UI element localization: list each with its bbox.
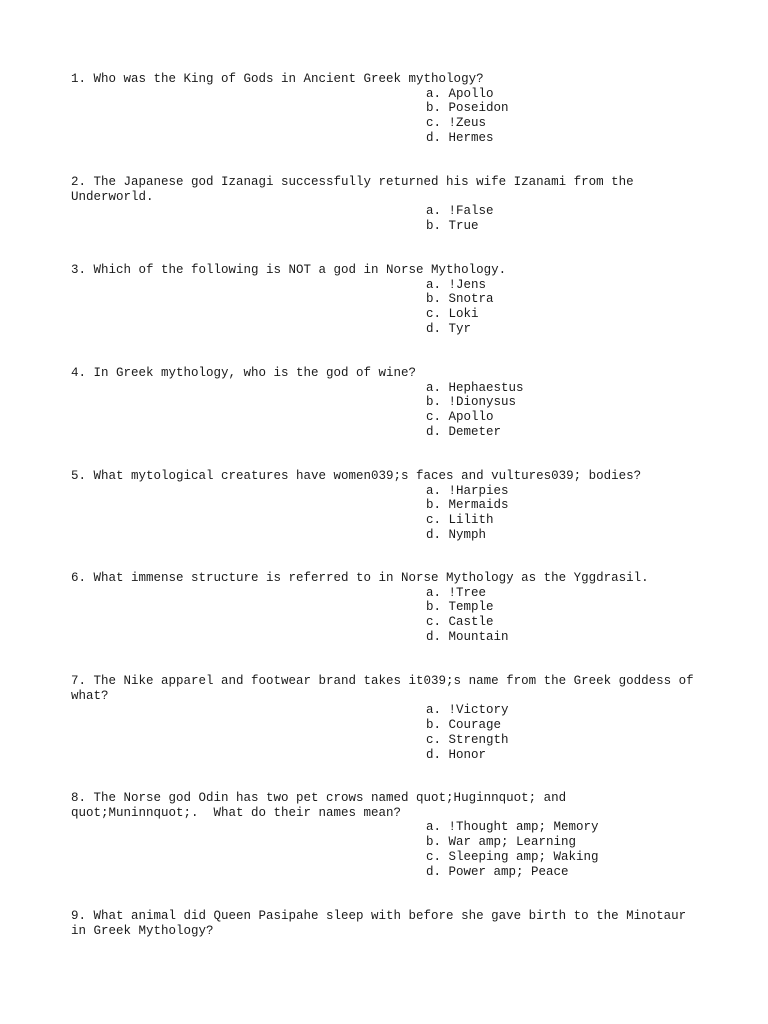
answer-option: c. Loki bbox=[426, 307, 479, 322]
answer-option: a. !Tree bbox=[426, 585, 487, 600]
question-5 bbox=[71, 469, 711, 543]
answer-option: c. Strength bbox=[426, 732, 509, 747]
answer-options bbox=[71, 703, 711, 762]
answer-option: b. Snotra bbox=[426, 292, 494, 307]
question-text: 5. What mytological creatures have women039;s faces and vultures039; bodies? bbox=[71, 469, 642, 483]
answer-option: d. Nymph bbox=[426, 527, 487, 542]
answer-options bbox=[71, 484, 711, 543]
answer-option: d. Honor bbox=[426, 747, 487, 762]
question-3 bbox=[71, 263, 711, 337]
question-7 bbox=[71, 674, 711, 762]
answer-option: b. Courage bbox=[426, 718, 502, 733]
answer-option: a. !Victory bbox=[426, 703, 509, 718]
answer-option: b. True bbox=[426, 219, 479, 234]
question-8 bbox=[71, 791, 711, 879]
answer-option: c. Castle bbox=[426, 615, 494, 630]
answer-option: b. Temple bbox=[426, 600, 494, 615]
answer-option: d. Demeter bbox=[426, 424, 502, 439]
question-6 bbox=[71, 571, 711, 645]
answer-options bbox=[71, 87, 711, 146]
question-text: 2. The Japanese god Izanagi successfully returned his wife Izanami from the Underworld. bbox=[71, 175, 634, 204]
answer-option: c. Apollo bbox=[426, 410, 494, 425]
question-text: 6. What immense structure is referred to in Norse Mythology as the Yggdrasil. bbox=[71, 571, 649, 585]
answer-option: c. !Zeus bbox=[426, 116, 487, 131]
answer-option: d. Power amp; Peace bbox=[426, 864, 569, 879]
answer-options bbox=[71, 381, 711, 440]
question-text: 3. Which of the following is NOT a god in Norse Mythology. bbox=[71, 263, 507, 277]
question-2 bbox=[71, 175, 711, 234]
answer-option: b. War amp; Learning bbox=[426, 835, 577, 850]
answer-option: b. Poseidon bbox=[426, 101, 509, 116]
answer-options bbox=[71, 278, 711, 337]
answer-option: a. Apollo bbox=[426, 86, 494, 101]
question-text: 4. In Greek mythology, who is the god of wine? bbox=[71, 366, 417, 380]
answer-option: d. Mountain bbox=[426, 629, 509, 644]
answer-option: a. !False bbox=[426, 204, 494, 219]
answer-options bbox=[71, 586, 711, 645]
answer-options bbox=[71, 204, 711, 233]
question-text: 9. What animal did Queen Pasipahe sleep with before she gave birth to the Minotaur in Greek Mythology? bbox=[71, 909, 687, 938]
question-text: 1. Who was the King of Gods in Ancient Greek mythology? bbox=[71, 72, 484, 86]
answer-option: d. Hermes bbox=[426, 130, 494, 145]
question-1 bbox=[71, 72, 711, 146]
answer-option: c. Lilith bbox=[426, 513, 494, 528]
answer-option: d. Tyr bbox=[426, 321, 472, 336]
answer-options bbox=[71, 820, 711, 879]
answer-option: a. !Jens bbox=[426, 277, 487, 292]
question-text: 7. The Nike apparel and footwear brand takes it039;s name from the Greek goddess of what? bbox=[71, 674, 694, 703]
question-text: 8. The Norse god Odin has two pet crows named quot;Huginnquot; and quot;Muninnquot;. What do their names mean? bbox=[71, 791, 567, 820]
answer-option: b. !Dionysus bbox=[426, 395, 517, 410]
answer-option: a. !Harpies bbox=[426, 483, 509, 498]
answer-option: a. Hephaestus bbox=[426, 380, 524, 395]
answer-option: b. Mermaids bbox=[426, 498, 509, 513]
answer-option: c. Sleeping amp; Waking bbox=[426, 849, 599, 864]
answer-option: a. !Thought amp; Memory bbox=[426, 820, 599, 835]
question-9 bbox=[71, 909, 711, 938]
question-4 bbox=[71, 366, 711, 440]
